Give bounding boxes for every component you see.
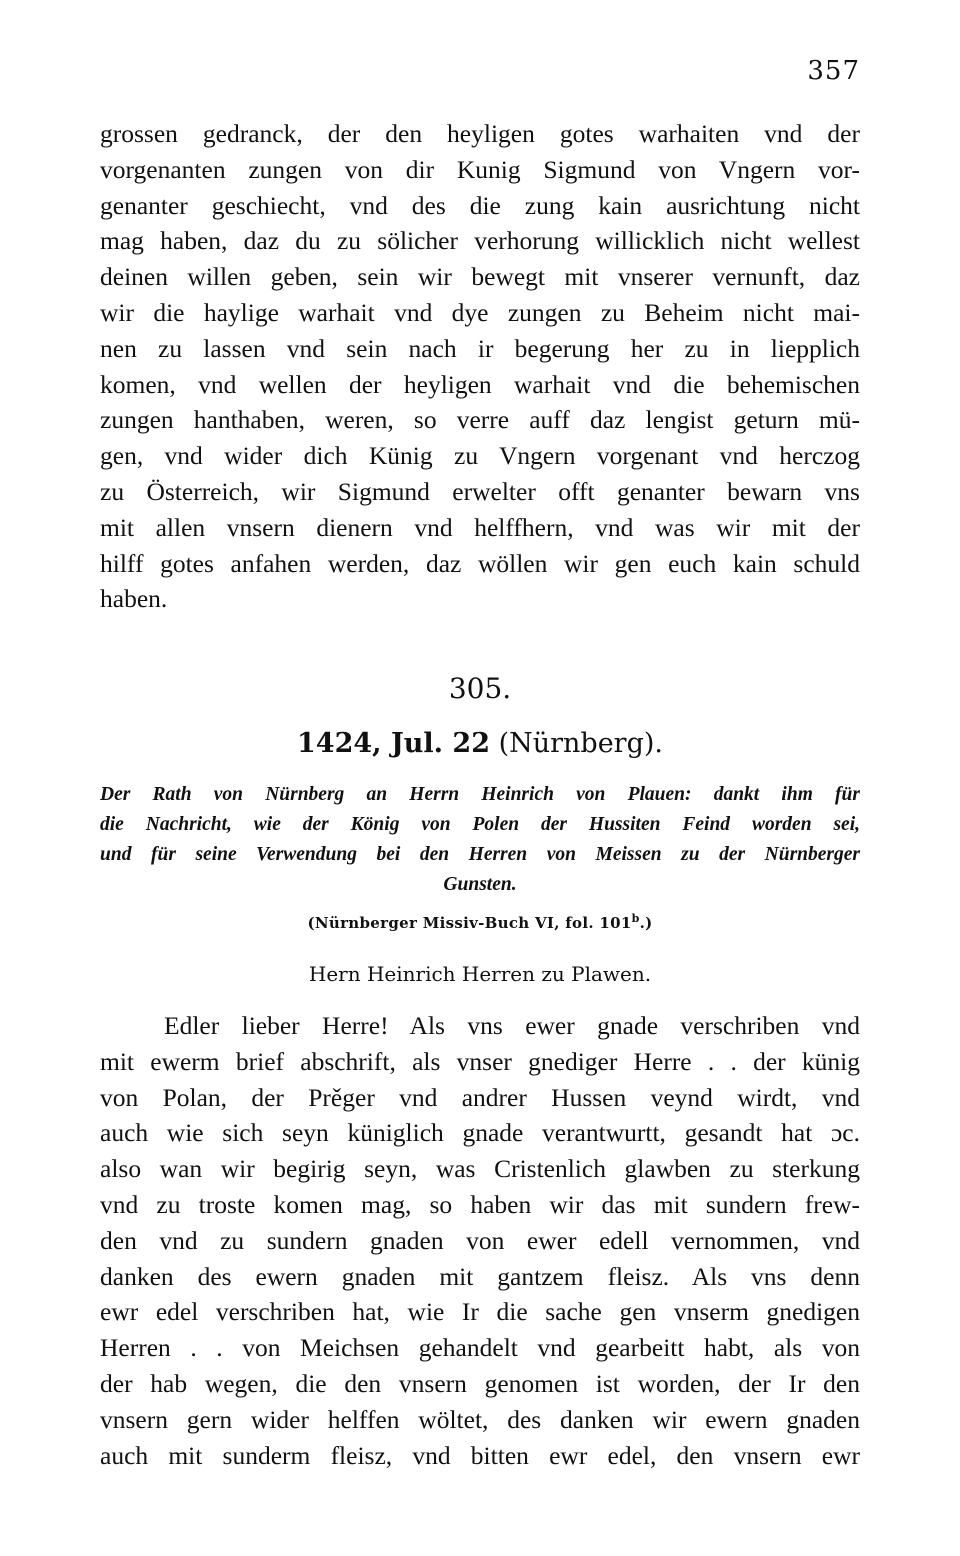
body-line: der hab wegen, die den vnsern genomen ist worden, der Ir den [100,1368,860,1398]
source-text: (Nürnberger Missiv-Buch VI, fol. 101 [307,914,632,932]
body-line: vnsern gern wider helffen wöltet, des danken wir ewern gnaden [100,1404,860,1434]
text-line: gen, vnd wider dich Künig zu Vngern vorgenant vnd herczog [100,441,860,471]
text-line: haben. [100,584,168,614]
body-line: ewr edel verschriben hat, wie Ir die sache gen vnserm gnedigen [100,1297,860,1327]
source-superscript: b [631,912,640,925]
body-line: auch mit sunderm fleisz, vnd bitten ewr edel, den vnsern ewr [100,1440,860,1470]
text-line: zungen hanthaben, weren, so verre auff daz lengist geturn mü- [100,405,860,435]
summary-line: Gunsten. [443,874,517,895]
body-line: Edler lieber Herre! Als vns ewer gnade verschriben vnd [164,1011,860,1040]
source-citation [0,912,960,932]
letter-body [100,1008,860,1473]
date-place: (Nürnberg). [498,728,663,759]
text-line: deinen willen geben, sein wir bewegt mit vnserer vernunft, daz [100,262,860,292]
summary-line: und für seine Verwendung bei den Herren von Meissen zu der Nürnberger [100,844,860,865]
body-line: den vnd zu sundern gnaden von ewer edell vernommen, vnd [100,1225,860,1255]
document-date [0,728,960,759]
text-line: wir die haylige warhait vnd dye zungen zu Beheim nicht mai- [100,297,860,327]
continuation-text [100,116,860,617]
body-line: also wan wir begirig seyn, was Cristenlich glawben zu sterkung [100,1154,860,1184]
document-number: 305. [448,672,512,705]
text-line: hilff gotes anfahen werden, daz wöllen wir gen euch kain schuld [100,548,860,578]
text-line: zu Österreich, wir Sigmund erwelter offt genanter bewarn vns [100,476,860,506]
address-line: Hern Heinrich Herren zu Plawen. [308,962,652,986]
text-line: mag haben, daz du zu sölicher verhorung willicklich nicht wellest [100,226,860,256]
document-summary [100,780,860,900]
page-number: 357 [807,56,860,86]
text-line: grossen gedranck, der den heyligen gotes warhaiten vnd der [100,119,860,148]
text-line: vorgenanten zungen von dir Kunig Sigmund von Vngern vor- [100,154,860,184]
body-line: mit ewerm brief abschrift, als vnser gnediger Herre . . der künig [100,1046,860,1076]
source-close: .) [639,914,653,932]
body-line: von Polan, der Prěger vnd andrer Hussen veynd wirdt, vnd [100,1082,860,1112]
text-line: genanter geschiecht, vnd des die zung kain ausrichtung nicht [100,190,860,220]
text-line: mit allen vnsern dienern vnd helffhern, vnd was wir mit der [100,512,860,542]
body-line: auch wie sich seyn küniglich gnade verantwurtt, gesandt hat ɔc. [100,1118,860,1148]
body-line: danken des ewern gnaden mit gantzem fleisz. Als vns denn [100,1261,860,1291]
text-line: komen, vnd wellen der heyligen warhait vnd die behemischen [100,369,860,399]
body-line: Herren . . von Meichsen gehandelt vnd gearbeitt habt, als von [100,1333,860,1363]
body-line: vnd zu troste komen mag, so haben wir das mit sundern frew- [100,1189,860,1219]
text-line: nen zu lassen vnd sein nach ir begerung her zu in liepplich [100,333,860,363]
summary-line: Der Rath von Nürnberg an Herrn Heinrich von Plauen: dankt ihm für [100,784,860,805]
date-strong: 1424, Jul. 22 [297,728,490,759]
summary-line: die Nachricht, wie der König von Polen der Hussiten Feind worden sei, [100,814,860,835]
